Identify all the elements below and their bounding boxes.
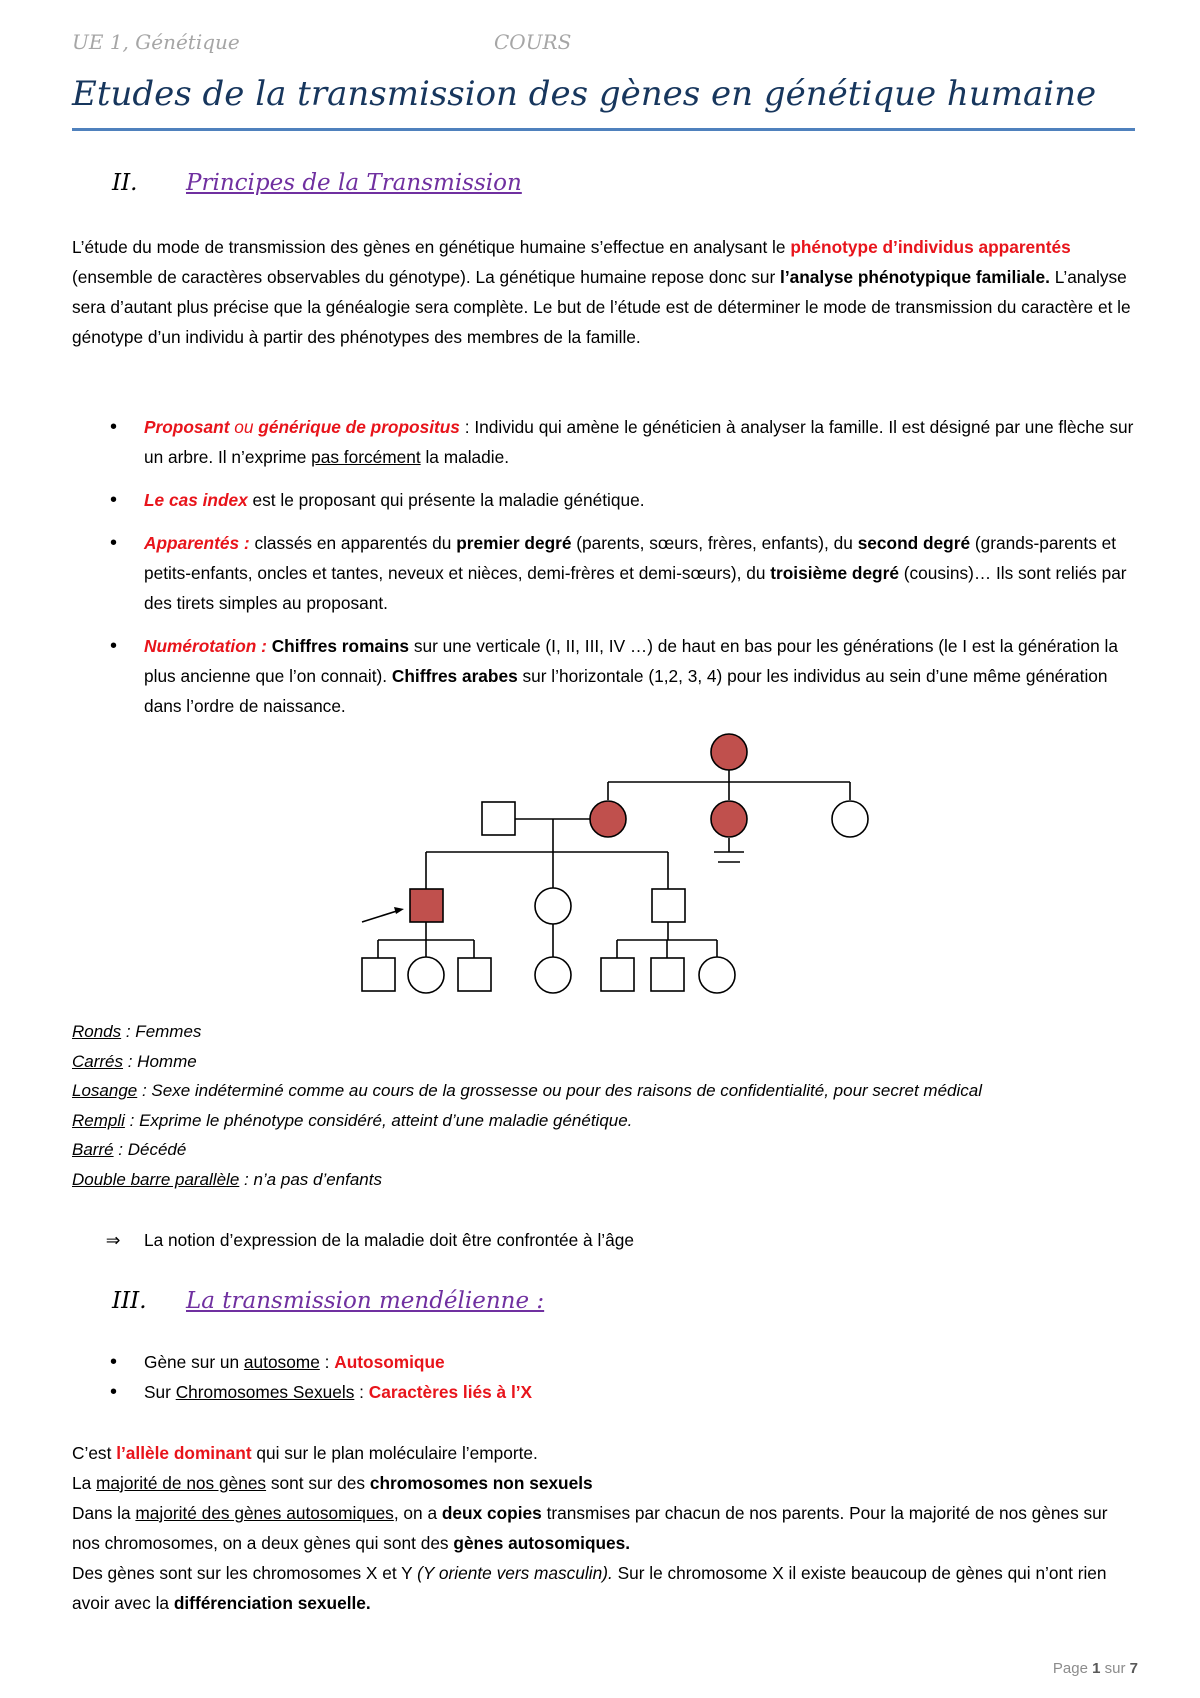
bullet-apparentes-text-2: (parents, sœurs, frères, enfants), du [571,533,858,553]
legend-desc: : Homme [123,1051,197,1071]
term-apparentes: Apparentés : [144,533,250,553]
bullet-numerotation-text-1: sur une verticale (I, II, III, IV …) de haut en bas pour les générations (le I est la génération la plus ancienne que l’on connait). [144,636,1118,686]
arabic-numerals: Chiffres arabes [391,666,518,686]
bold: différenciation sexuelle. [173,1593,371,1613]
term-proposant: Proposant [144,417,230,437]
intro-text-3: L’analyse sera d’autant plus précise que la généalogie sera complète. Le but de l’étude est de déterminer le mode de transmission du caractère et le génotype d’un individu à partir des phénotypes des membres de la famille. [72,267,1131,347]
bold: chromosomes non sexuels [369,1473,593,1493]
pedigree-gen2-female-affected-no-children [711,801,747,837]
proband-arrow-head [394,907,404,914]
text: La [72,1473,97,1493]
note-text: La notion d’expression de la maladie doit être confrontée à l’âge [144,1230,634,1250]
mendelian-line-2 [72,1468,1137,1498]
section-3-number: III. [112,1288,147,1314]
implies-arrow-icon: ⇒ [105,1230,121,1250]
legend-desc: : Décédé [113,1140,187,1159]
legend-row [72,1076,982,1106]
page-footer [1053,1660,1138,1677]
footer-page-word: Page [1052,1660,1088,1677]
allele-dominant-red: l’allèle dominant [116,1443,252,1463]
header-center: COURS [494,30,572,54]
term-or: ou [229,417,259,437]
pedigree-gen4-male-1 [362,958,395,991]
bullet-proposant-underline: pas forcément [311,447,421,467]
section-3-label: La transmission mendélienne : [186,1288,545,1314]
legend-desc: : Sexe indéterminé comme au cours de la grossesse ou pour des raisons de confidentialité, pour secret médical [137,1081,983,1100]
bullet-apparentes-text-3: (grands-parents et petits-enfants, oncles et tantes, neveux et nièces, demi-frères et demi-sœurs), du [144,533,1117,583]
bullet-sex-text: Sur [144,1382,176,1402]
mendelian-line-4 [72,1558,1137,1618]
note-line [72,1230,634,1251]
bullet-cas-index-text: est le proposant qui présente la maladie génétique. [247,490,645,510]
bold: deux copies [441,1503,542,1523]
text: , on a [393,1503,442,1523]
legend-row [72,1106,982,1136]
pedigree-gen4-male-5 [601,958,634,991]
italic: (Y oriente vers masculin). [417,1563,613,1583]
legend-desc: : Exprime le phénotype considéré, atteint d’une maladie génétique. [124,1110,633,1130]
sex-chromosomes-underline: Chromosomes Sexuels [175,1382,355,1402]
bullet-numerotation-text-2: sur l’horizontale (1,2, 3, 4) pour les individus au sein d’une même génération dans l’ordre de naissance. [144,666,1108,716]
legend-term: Carrés [72,1051,124,1071]
legend-term: Ronds [72,1022,122,1041]
bullet-sex-chromosomes [72,1377,1137,1407]
pedigree-gen1-female-affected [711,734,747,770]
text: transmises par chacun de nos parents. Pour la majorité de nos gènes sur nos chromosomes, on a deux gènes qui sont des [72,1503,1108,1553]
document-title: Etudes de la transmission des gènes en génétique humaine [72,74,1097,114]
footer-page-number: 1 [1092,1660,1101,1677]
pedigree-gen3-male [652,889,685,922]
pedigree-gen3-female [535,888,571,924]
legend-desc: : Femmes [121,1022,202,1041]
legend-row [72,1135,982,1165]
text: sont sur des [266,1473,370,1493]
text: Des gènes sont sur les chromosomes X et Y [72,1563,418,1583]
pedigree-gen2-male [482,802,515,835]
section-2-label: Principes de la Transmission [186,170,522,196]
section-2-number: II. [112,170,138,196]
pedigree-gen4-female-2 [408,957,444,993]
term-numerotation: Numérotation : [144,636,267,656]
bullet-apparentes-text-4: (cousins)… Ils sont reliés par des tirets simples au proposant. [144,563,1127,613]
degree-first: premier degré [456,533,572,553]
pedigree-gen4-male-6 [651,958,684,991]
pedigree-gen2-female [832,801,868,837]
mendelian-line-3 [72,1498,1137,1558]
pedigree-gen4-female-7 [699,957,735,993]
section-3-heading [112,1288,544,1314]
legend-row [72,1165,982,1195]
roman-numerals: Chiffres romains [266,636,410,656]
pedigree-gen4-male-3 [458,958,491,991]
legend-term: Double barre parallèle [72,1169,240,1189]
proband-arrow-line [362,910,400,922]
legend-row [72,1047,982,1077]
legend-desc: : n’a pas d’enfants [239,1169,382,1189]
bullet-proposant-text: : Individu qui amène le généticien à analyser la famille. Il est désigné par une flèche sur un arbre. Il n’exprime [144,417,1134,467]
bullet-proposant-text-2: la maladie. [420,447,510,467]
x-linked-red: Caractères liés à l’X [368,1382,533,1402]
footer-sur: sur [1104,1660,1126,1677]
bold: gènes autosomiques. [453,1533,631,1553]
pedigree-legend [72,1017,982,1194]
text: Dans la [72,1503,136,1523]
autosome-underline: autosome [243,1352,320,1372]
legend-row [72,1017,982,1047]
underline: majorité de nos gènes [96,1473,267,1493]
legend-term: Barré [72,1140,114,1159]
header-left: UE 1, Génétique [72,30,240,54]
pedigree-lines [378,770,850,958]
pedigree-gen3-male-proband [410,889,443,922]
bullet-apparentes-text-1: classés en apparentés du [249,533,457,553]
intro-highlight-phenotype: phénotype d’individus apparentés [790,237,1071,257]
intro-text-1: L’étude du mode de transmission des gènes en génétique humaine s’effectue en analysant le [72,237,791,257]
intro-text-2: (ensemble de caractères observables du génotype). La génétique humaine repose donc sur [72,267,781,287]
term-cas-index: Le cas index [144,490,248,510]
footer-page-total: 7 [1129,1660,1138,1677]
autosomique-red: Autosomique [334,1352,445,1372]
pedigree-gen2-female-affected [590,801,626,837]
bullet-autosome-sep: : [319,1352,335,1372]
term-propositus: générique de propositus [258,417,460,437]
bullet-autosome-text: Gène sur un [144,1352,244,1372]
bullet-autosome [72,1347,1137,1377]
transmission-types-list [72,1347,1137,1407]
mendelian-line-1 [72,1438,1137,1468]
degree-second: second degré [857,533,971,553]
underline: majorité des gènes autosomiques [135,1503,394,1523]
pedigree-gen4-female-4 [535,957,571,993]
degree-third: troisième degré [770,563,899,583]
intro-bold-analyse: l’analyse phénotypique familiale. [780,267,1050,287]
mendelian-paragraph [72,1438,1137,1618]
legend-term: Losange [72,1081,138,1100]
legend-term: Rempli [72,1110,125,1130]
text: qui sur le plan moléculaire l’emporte. [251,1443,538,1463]
text: Sur le chromosome X il existe beaucoup de gènes qui n’ont rien avoir avec la [72,1563,1107,1613]
text: C’est [72,1443,117,1463]
bullet-sex-sep: : [354,1382,369,1402]
